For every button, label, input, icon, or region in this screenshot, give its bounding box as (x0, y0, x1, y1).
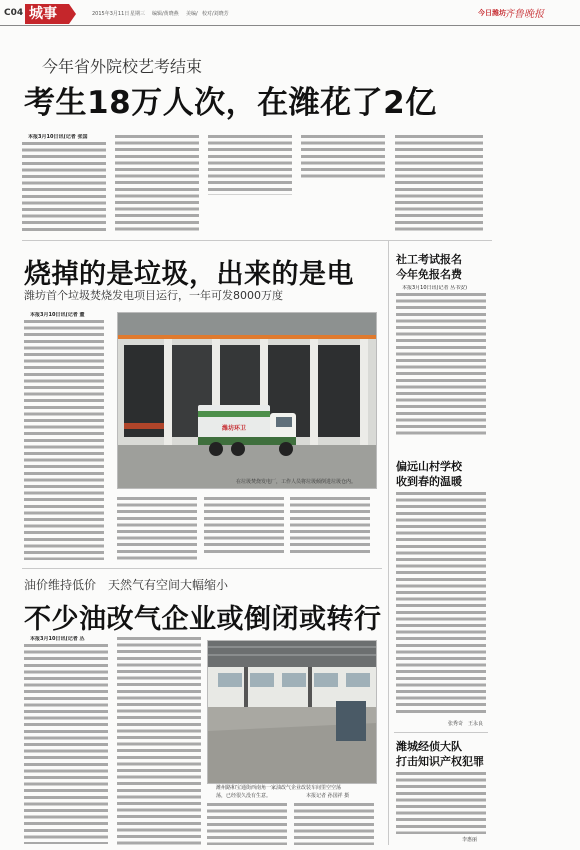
incinerator-hall-image (118, 313, 376, 488)
article3-column-2 (117, 637, 201, 845)
sidebar1-headline-line2: 今年免报名费 (396, 268, 462, 281)
brand-label: 今日潍坊 (478, 9, 506, 17)
article1-column-2 (115, 135, 199, 234)
newspaper-logo: 齐鲁晚报 (504, 9, 544, 20)
sidebar3-headline-line1: 潍城经侦大队 (396, 740, 462, 753)
sidebar3-headline-line2: 打击知识产权犯罪 (396, 755, 484, 768)
sidebar2-byline: 张秀奇 王永良 (448, 721, 484, 727)
proofreader-credit: 校对/刘晓芳 (202, 11, 229, 17)
sidebar1-body (396, 285, 486, 437)
article3-kicker: 油价维持低价 天然气有空间大幅缩小 (24, 578, 229, 592)
article3-lead: 本报3月10日讯(记者 丛 (30, 636, 85, 642)
article1-column-5 (395, 135, 483, 233)
article3-column-3 (207, 803, 287, 845)
sidebar1-headline-line1: 社工考试报名 (396, 253, 462, 266)
article3-caption-line2: 荡，已经很久没有生意。 (216, 793, 272, 799)
article3-headline: 不少油改气企业或倒闭或转行 (24, 604, 382, 635)
article2-lead: 本报3月10日讯(记者 董 (30, 312, 85, 318)
article1-column-1 (22, 134, 106, 234)
article1-column-4 (301, 135, 385, 181)
section-tab: 城事 (25, 4, 69, 24)
article1-lead: 本报3月10日讯(记者 张国 (28, 134, 88, 140)
designer-credit: 美编/ (186, 11, 198, 17)
sidebar3-byline: 李惠丽 (462, 837, 478, 843)
sidebar2-headline-line2: 收到春的温暖 (396, 475, 462, 488)
article2-headline: 烧掉的是垃圾，出来的是电 (24, 259, 354, 290)
article2-column-3 (204, 497, 284, 555)
header-rule (0, 25, 580, 26)
article1-column-3 (208, 135, 292, 195)
truck-label: 潍坊环卫 (222, 425, 247, 432)
article1-kicker: 今年省外院校艺考结束 (42, 57, 203, 76)
divider (22, 568, 382, 569)
sidebar3-body (396, 772, 486, 834)
article2-column-4 (290, 497, 370, 555)
issue-date: 2015年3月11日 (92, 11, 130, 17)
article3-column-1 (24, 636, 108, 846)
divider (394, 732, 488, 733)
sidebar2-headline-line1: 偏远山村学校 (396, 460, 462, 473)
article3-photo-credit: 本报记者 孙国祥 摄 (306, 793, 350, 799)
article2-column-2 (117, 497, 197, 561)
sidebar-divider (388, 240, 389, 845)
article2-subhead: 潍坊首个垃圾焚烧发电项目运行，一年可发8000万度 (24, 289, 283, 302)
article3-caption-line1: 潍州路和宝通街西南角一家油改气企业改装车间里空空荡 (216, 785, 342, 791)
issue-weekday: 星期三 (130, 11, 146, 17)
editor-credit: 编辑/黄晓燕 (152, 11, 179, 17)
workshop-image (208, 641, 376, 783)
divider (22, 240, 492, 241)
page-number: C04 (4, 8, 24, 18)
article2-photo-caption: 在垃圾焚烧发电厂，工作人员将垃圾倾倒进垃圾仓内。 (236, 479, 357, 485)
article2-column-1 (24, 312, 104, 560)
sidebar2-body (396, 492, 486, 714)
article2-photo-incinerator (117, 312, 377, 489)
article1-headline: 考生18万人次，在潍花了2亿 (24, 85, 437, 121)
article3-photo-workshop (207, 640, 377, 784)
sidebar1-lead: 本报3月10日讯(记者 丛书安) (402, 285, 468, 291)
article3-column-4 (294, 803, 374, 845)
